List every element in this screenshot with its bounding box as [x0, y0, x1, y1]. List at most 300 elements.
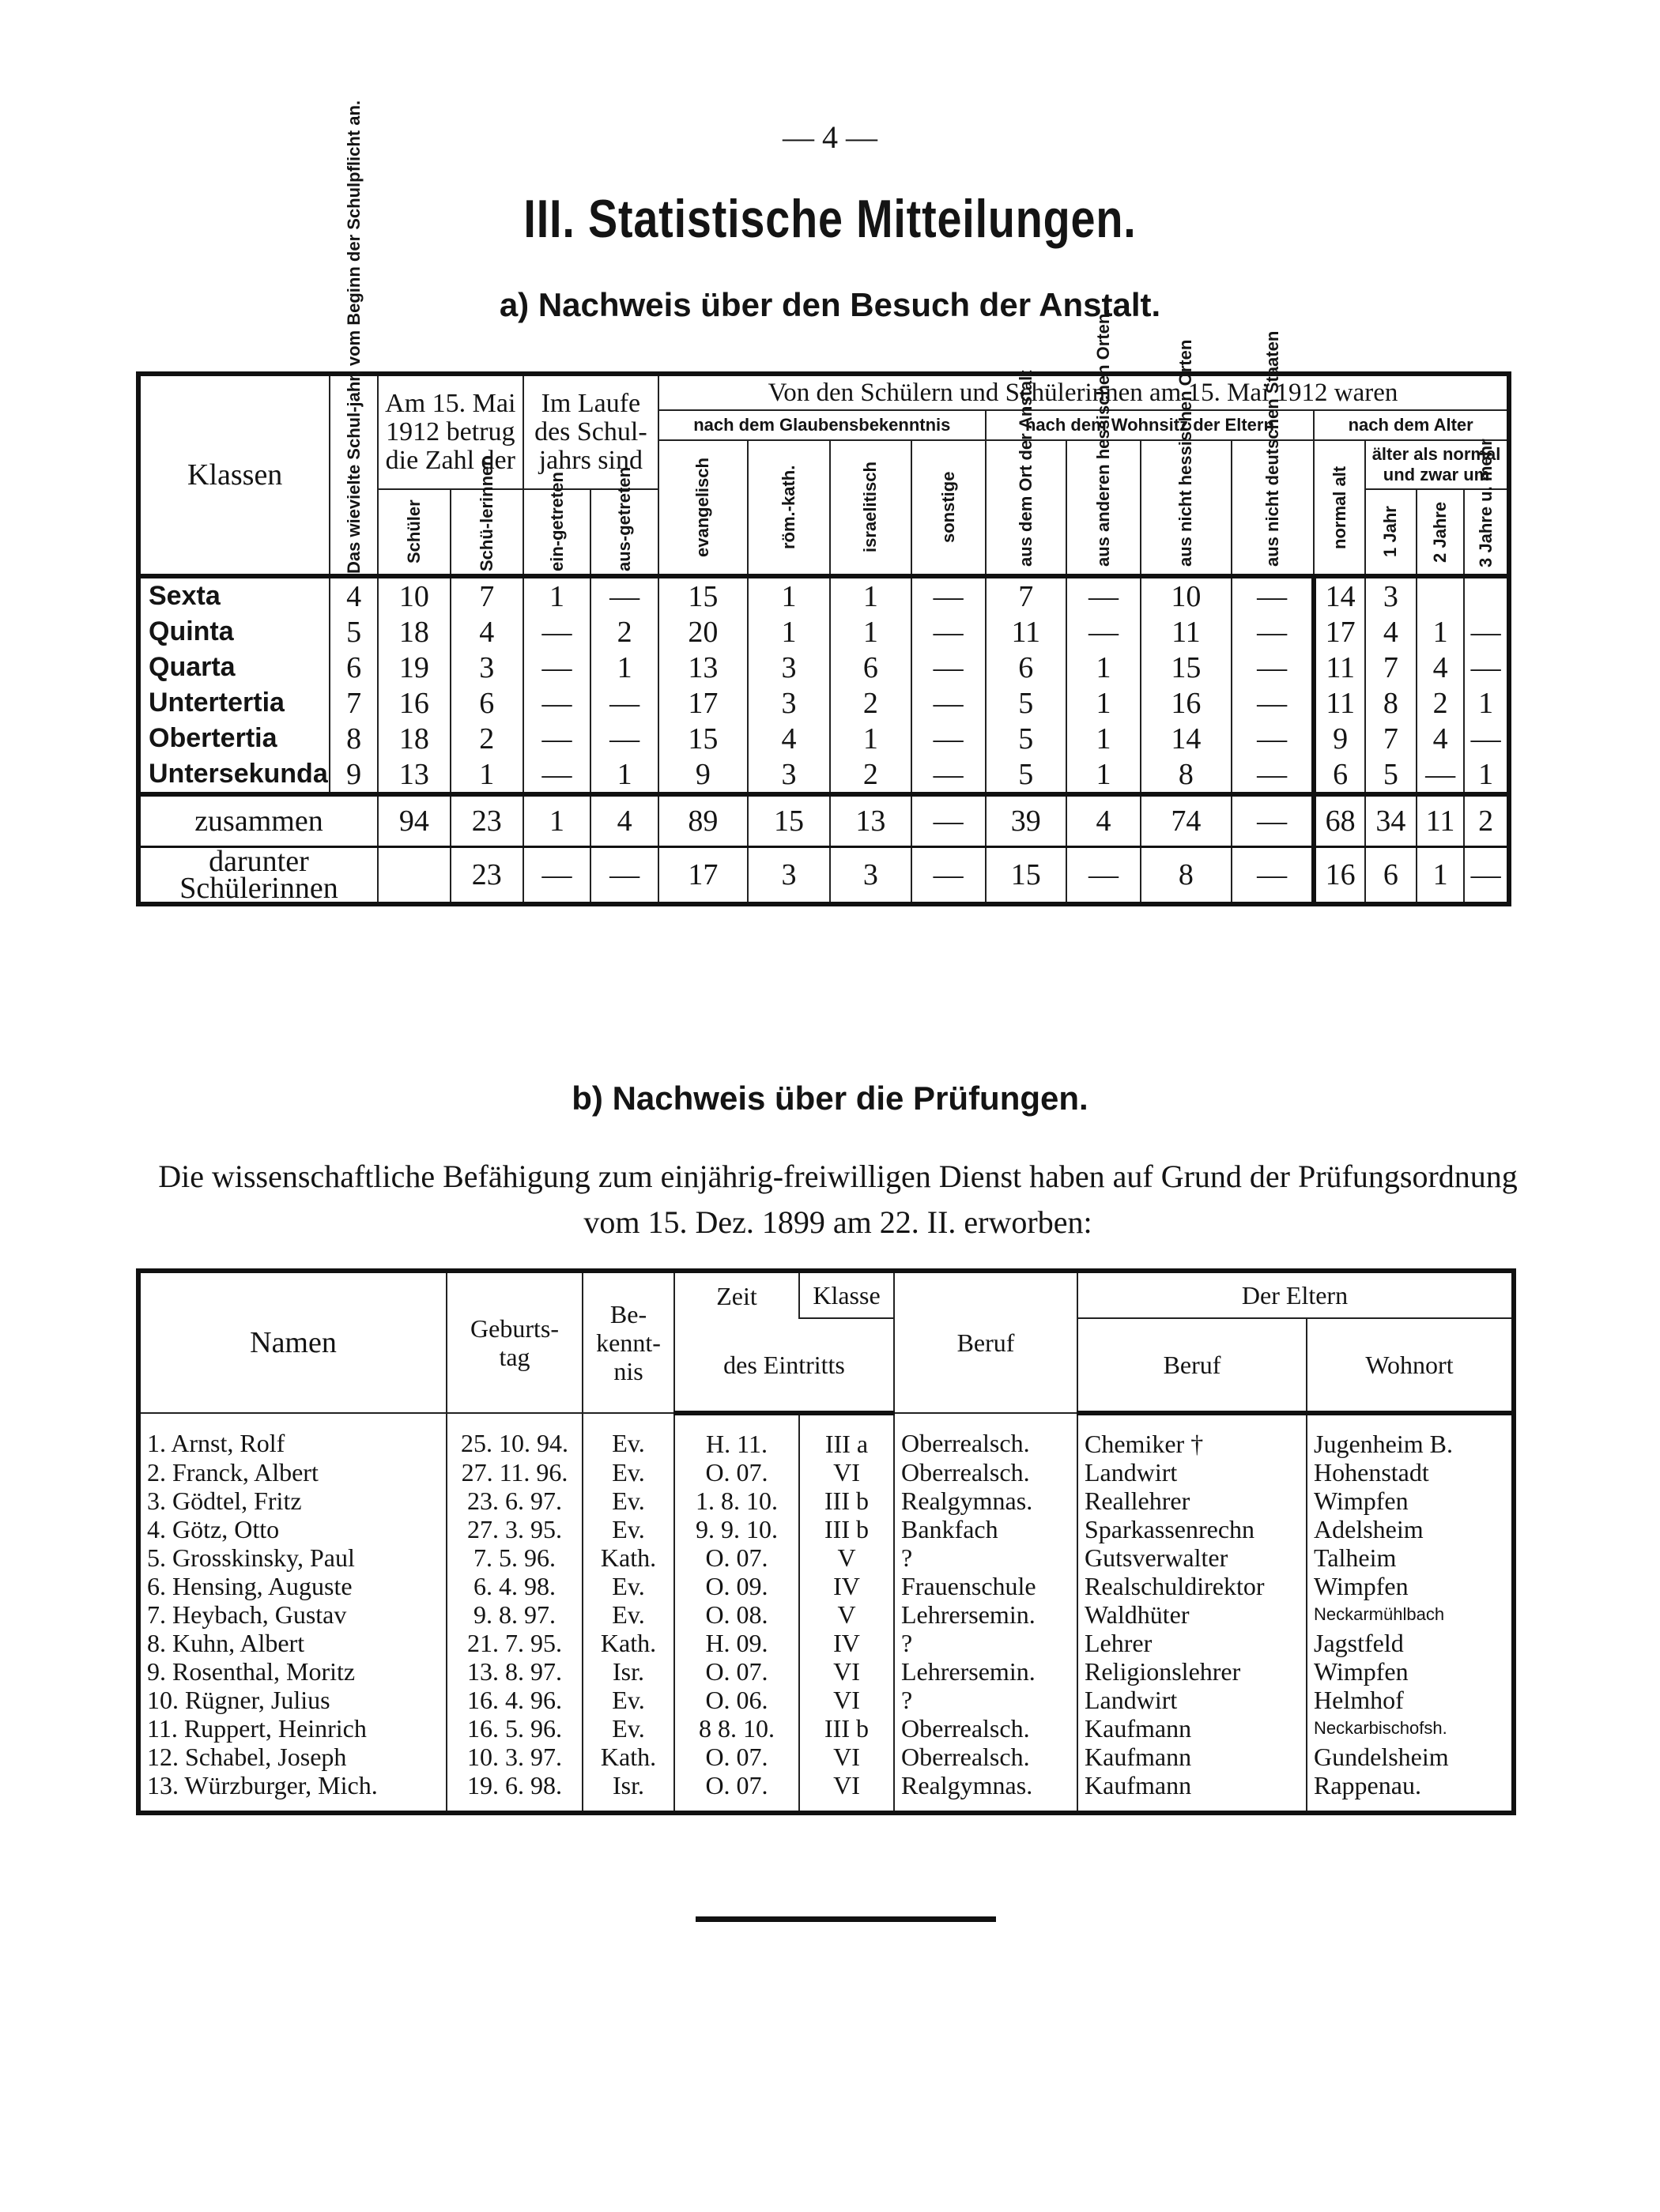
- closing-rule: [696, 1916, 996, 1922]
- header-am15: Am 15. Mai 1912 betrug die Zahl der: [378, 374, 523, 489]
- exam-geb: 21. 7. 95.: [447, 1629, 583, 1657]
- header-geburtstag: Geburts-tag: [447, 1271, 583, 1413]
- class-cell: 17: [1314, 614, 1365, 650]
- header-der-eltern: Der Eltern: [1077, 1271, 1514, 1318]
- class-name: Untersekunda: [138, 756, 330, 794]
- class-cell: 10: [1141, 576, 1232, 614]
- class-cell: 1: [451, 756, 523, 794]
- class-cell: —: [1417, 756, 1465, 794]
- exam-beruf: Oberrealsch.: [894, 1743, 1077, 1771]
- header-schuelerinnen: Schü-lerinnen: [476, 455, 496, 571]
- header-nicht-deutsch: aus nicht deutschen Staaten: [1262, 330, 1283, 567]
- exam-beruf: Lehrersemin.: [894, 1600, 1077, 1629]
- class-cell: 15: [658, 721, 748, 756]
- class-cell: —: [911, 614, 986, 650]
- class-row: [138, 685, 1509, 721]
- header-sonstige: sonstige: [938, 471, 958, 544]
- class-cell: —: [590, 576, 658, 614]
- class-cell: 1: [1066, 650, 1141, 685]
- exam-row: [138, 1487, 1514, 1515]
- class-cell: —: [1232, 614, 1314, 650]
- header-jahr2: 2 Jahre: [1430, 501, 1451, 563]
- class-cell: 1: [748, 576, 830, 614]
- exam-geb: 25. 10. 94.: [447, 1413, 583, 1458]
- exam-name: 4. Götz, Otto: [138, 1515, 447, 1543]
- header-ausgetreten: aus-getreten: [614, 466, 635, 571]
- zusammen-row-cell: 89: [658, 794, 748, 847]
- class-cell: 5: [986, 721, 1066, 756]
- class-cell: 11: [1141, 614, 1232, 650]
- exam-name: 8. Kuhn, Albert: [138, 1629, 447, 1657]
- exam-zeit: H. 11.: [674, 1413, 799, 1458]
- darunter-row-cell: 16: [1314, 847, 1365, 905]
- class-cell: —: [911, 576, 986, 614]
- exam-zeit: O. 09.: [674, 1572, 799, 1600]
- exam-eltern-beruf: Religionslehrer: [1077, 1657, 1307, 1686]
- exam-klasse: III a: [799, 1413, 894, 1458]
- class-cell: 4: [748, 721, 830, 756]
- darunter-row-cell: —: [590, 847, 658, 905]
- class-cell: 3: [748, 650, 830, 685]
- exam-name: 9. Rosenthal, Moritz: [138, 1657, 447, 1686]
- zusammen-row-label: zusammen: [138, 794, 378, 847]
- class-cell: —: [1464, 614, 1509, 650]
- class-cell: 2: [830, 685, 911, 721]
- class-cell: —: [1066, 576, 1141, 614]
- class-cell: 1: [590, 650, 658, 685]
- exam-row: [138, 1771, 1514, 1813]
- exam-beruf: Oberrealsch.: [894, 1413, 1077, 1458]
- exam-geb: 6. 4. 98.: [447, 1572, 583, 1600]
- exam-eltern-beruf: Kaufmann: [1077, 1771, 1307, 1813]
- page-heading: III. Statistische Mitteilungen.: [523, 189, 1137, 249]
- exam-zeit: 1. 8. 10.: [674, 1487, 799, 1515]
- exam-beruf: ?: [894, 1686, 1077, 1714]
- header-eingetreten: ein-getreten: [546, 472, 567, 571]
- class-cell: —: [1066, 614, 1141, 650]
- header-imlaufe: Im Laufe des Schul-jahrs sind: [523, 374, 658, 489]
- exam-row: [138, 1458, 1514, 1487]
- exam-table: [136, 1268, 1516, 1815]
- exam-bek: Kath.: [583, 1743, 674, 1771]
- section-b-title: b) Nachweis über die Prüfungen.: [572, 1080, 1088, 1117]
- exam-bek: Kath.: [583, 1543, 674, 1572]
- class-cell: 17: [658, 685, 748, 721]
- exam-wohnort: Neckarbischofsh.: [1307, 1714, 1514, 1743]
- header-schuljahr: Das wievielte Schul-jahr, vom Beginn der Schulpflicht an.: [343, 100, 364, 574]
- exam-name: 11. Ruppert, Heinrich: [138, 1714, 447, 1743]
- darunter-row-cell: 8: [1141, 847, 1232, 905]
- class-cell: 1: [1464, 756, 1509, 794]
- exam-zeit: O. 07.: [674, 1743, 799, 1771]
- class-cell: 11: [986, 614, 1066, 650]
- class-cell: 1: [830, 576, 911, 614]
- darunter-row-cell: —: [1232, 847, 1314, 905]
- class-row: [138, 721, 1509, 756]
- header-andere-hess: aus anderen hessischen Orten.: [1092, 308, 1113, 567]
- class-name: Untertertia: [138, 685, 330, 721]
- page-number: — 4 —: [783, 119, 877, 155]
- class-cell: 8: [1365, 685, 1417, 721]
- header-roemkath: röm.-kath.: [779, 465, 799, 550]
- class-cell: 2: [451, 721, 523, 756]
- exam-bek: Ev.: [583, 1572, 674, 1600]
- class-cell: —: [1464, 721, 1509, 756]
- header-schueler: Schüler: [403, 499, 424, 564]
- exam-wohnort: Wimpfen: [1307, 1657, 1514, 1686]
- exam-eltern-beruf: Landwirt: [1077, 1458, 1307, 1487]
- zusammen-row-cell: 2: [1464, 794, 1509, 847]
- class-cell: —: [1232, 721, 1314, 756]
- header-nicht-hess: aus nicht hessischen Orten: [1175, 339, 1196, 567]
- section-b-intro: Die wissenschaftliche Befähigung zum einjährig-freiwilligen Dienst haben auf Grund der Prüfungsordnung vom 15. Dez. 1899 am 22. II. erworben:: [158, 1159, 1518, 1240]
- header-jahr3: 3 Jahre u. mehr: [1475, 439, 1496, 567]
- darunter-row-cell: —: [1464, 847, 1509, 905]
- class-cell: 7: [330, 685, 378, 721]
- exam-eltern-beruf: Lehrer: [1077, 1629, 1307, 1657]
- exam-bek: Ev.: [583, 1413, 674, 1458]
- header-normal-alt: normal alt: [1329, 465, 1349, 549]
- header-eltern-beruf: Beruf: [1077, 1318, 1307, 1413]
- exam-bek: Ev.: [583, 1686, 674, 1714]
- exam-geb: 7. 5. 96.: [447, 1543, 583, 1572]
- class-cell: 5: [986, 685, 1066, 721]
- darunter-row-cell: —: [911, 847, 986, 905]
- zusammen-row-cell: 13: [830, 794, 911, 847]
- class-cell: —: [590, 721, 658, 756]
- header-israelitisch: israelitisch: [860, 462, 881, 553]
- class-cell: 6: [1314, 756, 1365, 794]
- class-cell: 15: [658, 576, 748, 614]
- exam-bek: Ev.: [583, 1600, 674, 1629]
- class-name: Obertertia: [138, 721, 330, 756]
- exam-klasse: IV: [799, 1572, 894, 1600]
- exam-wohnort: Jugenheim B.: [1307, 1413, 1514, 1458]
- class-cell: 1: [1464, 685, 1509, 721]
- exam-zeit: O. 07.: [674, 1458, 799, 1487]
- class-cell: 7: [1365, 650, 1417, 685]
- exam-bek: Ev.: [583, 1487, 674, 1515]
- class-cell: 4: [1417, 650, 1465, 685]
- exam-eltern-beruf: Kaufmann: [1077, 1714, 1307, 1743]
- zusammen-row-cell: 1: [523, 794, 591, 847]
- zusammen-row-cell: —: [1232, 794, 1314, 847]
- class-cell: 3: [748, 685, 830, 721]
- exam-zeit: O. 07.: [674, 1771, 799, 1813]
- darunter-row-cell: 15: [986, 847, 1066, 905]
- class-cell: 2: [1417, 685, 1465, 721]
- class-cell: 8: [330, 721, 378, 756]
- exam-beruf: ?: [894, 1543, 1077, 1572]
- exam-beruf: Lehrersemin.: [894, 1657, 1077, 1686]
- header-namen: Namen: [138, 1271, 447, 1413]
- exam-geb: 27. 3. 95.: [447, 1515, 583, 1543]
- exam-row: [138, 1629, 1514, 1657]
- class-cell: 4: [1365, 614, 1417, 650]
- zusammen-row-cell: 34: [1365, 794, 1417, 847]
- exam-geb: 23. 6. 97.: [447, 1487, 583, 1515]
- darunter-row-cell: 3: [830, 847, 911, 905]
- darunter-row-cell: —: [523, 847, 591, 905]
- exam-row: [138, 1657, 1514, 1686]
- class-cell: 2: [590, 614, 658, 650]
- class-cell: 15: [1141, 650, 1232, 685]
- class-cell: —: [1232, 756, 1314, 794]
- class-cell: 8: [1141, 756, 1232, 794]
- exam-eltern-beruf: Reallehrer: [1077, 1487, 1307, 1515]
- exam-zeit: O. 08.: [674, 1600, 799, 1629]
- darunter-row-cell: 6: [1365, 847, 1417, 905]
- exam-klasse: III b: [799, 1515, 894, 1543]
- class-cell: 13: [658, 650, 748, 685]
- exam-wohnort: Hohenstadt: [1307, 1458, 1514, 1487]
- class-cell: —: [523, 685, 591, 721]
- exam-klasse: VI: [799, 1771, 894, 1813]
- exam-row: [138, 1413, 1514, 1458]
- class-row: [138, 756, 1509, 794]
- class-cell: 1: [590, 756, 658, 794]
- class-row: [138, 614, 1509, 650]
- header-klasse: Klasse: [799, 1271, 894, 1318]
- exam-row: [138, 1515, 1514, 1543]
- exam-zeit: O. 07.: [674, 1543, 799, 1572]
- zusammen-row-cell: 11: [1417, 794, 1465, 847]
- exam-row: [138, 1714, 1514, 1743]
- class-cell: 1: [830, 721, 911, 756]
- exam-eltern-beruf: Gutsverwalter: [1077, 1543, 1307, 1572]
- class-cell: 2: [830, 756, 911, 794]
- exam-eltern-beruf: Chemiker †: [1077, 1413, 1307, 1458]
- class-cell: —: [523, 650, 591, 685]
- exam-name: 12. Schabel, Joseph: [138, 1743, 447, 1771]
- exam-bek: Isr.: [583, 1657, 674, 1686]
- exam-wohnort: Jagstfeld: [1307, 1629, 1514, 1657]
- exam-eltern-beruf: Waldhüter: [1077, 1600, 1307, 1629]
- darunter-row-cell: 23: [451, 847, 523, 905]
- exam-geb: 9. 8. 97.: [447, 1600, 583, 1629]
- header-wohnort: Wohnort: [1307, 1318, 1514, 1413]
- class-cell: 3: [451, 650, 523, 685]
- class-cell: —: [911, 650, 986, 685]
- class-cell: —: [523, 756, 591, 794]
- class-cell: [1464, 576, 1509, 614]
- class-cell: 13: [378, 756, 451, 794]
- exam-geb: 10. 3. 97.: [447, 1743, 583, 1771]
- exam-geb: 16. 4. 96.: [447, 1686, 583, 1714]
- section-a-title: a) Nachweis über den Besuch der Anstalt.: [499, 286, 1161, 323]
- class-cell: 7: [986, 576, 1066, 614]
- exam-name: 2. Franck, Albert: [138, 1458, 447, 1487]
- exam-klasse: V: [799, 1600, 894, 1629]
- class-cell: 18: [378, 721, 451, 756]
- exam-bek: Ev.: [583, 1515, 674, 1543]
- class-cell: —: [1232, 650, 1314, 685]
- class-cell: 1: [1066, 721, 1141, 756]
- exam-wohnort: Adelsheim: [1307, 1515, 1514, 1543]
- class-cell: 1: [1066, 685, 1141, 721]
- exam-wohnort: Helmhof: [1307, 1686, 1514, 1714]
- exam-name: 1. Arnst, Rolf: [138, 1413, 447, 1458]
- class-cell: 5: [1365, 756, 1417, 794]
- header-zeit: Zeit: [674, 1271, 799, 1318]
- class-row: [138, 576, 1509, 614]
- zusammen-row-cell: 15: [748, 794, 830, 847]
- zusammen-row-cell: 68: [1314, 794, 1365, 847]
- class-cell: 1: [748, 614, 830, 650]
- exam-wohnort: Wimpfen: [1307, 1487, 1514, 1515]
- exam-beruf: Oberrealsch.: [894, 1458, 1077, 1487]
- class-cell: 1: [523, 576, 591, 614]
- class-cell: 19: [378, 650, 451, 685]
- class-cell: 1: [1066, 756, 1141, 794]
- exam-name: 3. Gödtel, Fritz: [138, 1487, 447, 1515]
- darunter-row-cell: —: [1066, 847, 1141, 905]
- exam-eltern-beruf: Kaufmann: [1077, 1743, 1307, 1771]
- class-cell: 9: [1314, 721, 1365, 756]
- class-cell: —: [1464, 650, 1509, 685]
- exam-wohnort: Gundelsheim: [1307, 1743, 1514, 1771]
- class-cell: 4: [330, 576, 378, 614]
- exam-name: 13. Würzburger, Mich.: [138, 1771, 447, 1813]
- exam-zeit: H. 09.: [674, 1629, 799, 1657]
- exam-klasse: V: [799, 1543, 894, 1572]
- exam-klasse: VI: [799, 1743, 894, 1771]
- class-cell: 4: [1417, 721, 1465, 756]
- exam-bek: Kath.: [583, 1629, 674, 1657]
- class-cell: 16: [1141, 685, 1232, 721]
- class-cell: 10: [378, 576, 451, 614]
- darunter-row-cell: 17: [658, 847, 748, 905]
- exam-name: 5. Grosskinsky, Paul: [138, 1543, 447, 1572]
- class-cell: 9: [658, 756, 748, 794]
- class-cell: 3: [1365, 576, 1417, 614]
- exam-beruf: Frauenschule: [894, 1572, 1077, 1600]
- class-cell: —: [1232, 685, 1314, 721]
- darunter-row-cell: 1: [1417, 847, 1465, 905]
- exam-klasse: III b: [799, 1487, 894, 1515]
- header-glauben: nach dem Glaubensbekenntnis: [658, 410, 986, 440]
- exam-klasse: III b: [799, 1714, 894, 1743]
- zusammen-row: [138, 794, 1509, 847]
- exam-bek: Isr.: [583, 1771, 674, 1813]
- header-bekenntnis: Be-kennt-nis: [583, 1271, 674, 1413]
- class-cell: —: [523, 614, 591, 650]
- exam-beruf: Realgymnas.: [894, 1771, 1077, 1813]
- class-cell: 7: [451, 576, 523, 614]
- class-cell: 20: [658, 614, 748, 650]
- exam-row: [138, 1543, 1514, 1572]
- class-cell: 6: [986, 650, 1066, 685]
- class-name: Quinta: [138, 614, 330, 650]
- header-aelter: älter als normal und zwar um: [1365, 440, 1509, 489]
- zusammen-row-cell: 94: [378, 794, 451, 847]
- class-name: Quarta: [138, 650, 330, 685]
- exam-geb: 19. 6. 98.: [447, 1771, 583, 1813]
- class-row: [138, 650, 1509, 685]
- header-ort-anstalt: aus dem Ort der Anstalt: [1015, 370, 1036, 567]
- exam-klasse: VI: [799, 1458, 894, 1487]
- class-cell: —: [590, 685, 658, 721]
- zusammen-row-cell: 39: [986, 794, 1066, 847]
- exam-row: [138, 1572, 1514, 1600]
- class-cell: [1417, 576, 1465, 614]
- darunter-row-cell: [378, 847, 451, 905]
- darunter-row-label: darunter Schülerinnen: [138, 847, 378, 905]
- class-cell: 6: [830, 650, 911, 685]
- exam-beruf: Oberrealsch.: [894, 1714, 1077, 1743]
- header-alter: nach dem Alter: [1314, 410, 1509, 440]
- header-jahr1: 1 Jahr: [1380, 506, 1401, 558]
- exam-zeit: 9. 9. 10.: [674, 1515, 799, 1543]
- class-cell: 9: [330, 756, 378, 794]
- class-name: Sexta: [138, 576, 330, 614]
- class-cell: 14: [1314, 576, 1365, 614]
- exam-zeit: 8 8. 10.: [674, 1714, 799, 1743]
- exam-zeit: O. 07.: [674, 1657, 799, 1686]
- exam-name: 7. Heybach, Gustav: [138, 1600, 447, 1629]
- exam-row: [138, 1600, 1514, 1629]
- class-cell: —: [911, 685, 986, 721]
- zusammen-row-cell: 4: [1066, 794, 1141, 847]
- class-cell: 4: [451, 614, 523, 650]
- header-von: Von den Schülern und Schülerinnen am 15. Mai 1912 waren: [658, 374, 1509, 410]
- class-cell: 3: [748, 756, 830, 794]
- exam-wohnort: Talheim: [1307, 1543, 1514, 1572]
- class-cell: —: [523, 721, 591, 756]
- zusammen-row-cell: 23: [451, 794, 523, 847]
- exam-row: [138, 1686, 1514, 1714]
- exam-beruf: Bankfach: [894, 1515, 1077, 1543]
- exam-geb: 27. 11. 96.: [447, 1458, 583, 1487]
- class-cell: 1: [1417, 614, 1465, 650]
- exam-bek: Ev.: [583, 1714, 674, 1743]
- exam-row: [138, 1743, 1514, 1771]
- zusammen-row-cell: 4: [590, 794, 658, 847]
- class-cell: —: [911, 756, 986, 794]
- exam-eltern-beruf: Sparkassenrechn: [1077, 1515, 1307, 1543]
- header-evangelisch: evangelisch: [692, 458, 713, 557]
- darunter-row-cell: 3: [748, 847, 830, 905]
- header-wohnsitz: nach dem Wohnsitz der Eltern: [986, 410, 1315, 440]
- exam-wohnort: Neckarmühlbach: [1307, 1600, 1514, 1629]
- exam-beruf: Realgymnas.: [894, 1487, 1077, 1515]
- class-cell: 11: [1314, 685, 1365, 721]
- exam-eltern-beruf: Realschuldirektor: [1077, 1572, 1307, 1600]
- exam-zeit: O. 06.: [674, 1686, 799, 1714]
- header-klassen: Klassen: [138, 374, 330, 576]
- exam-wohnort: Rappenau.: [1307, 1771, 1514, 1813]
- exam-wohnort: Wimpfen: [1307, 1572, 1514, 1600]
- exam-klasse: IV: [799, 1629, 894, 1657]
- exam-klasse: VI: [799, 1657, 894, 1686]
- exam-beruf: ?: [894, 1629, 1077, 1657]
- header-des-eintritts: des Eintritts: [674, 1318, 894, 1413]
- class-cell: 11: [1314, 650, 1365, 685]
- class-cell: 5: [986, 756, 1066, 794]
- class-cell: 18: [378, 614, 451, 650]
- class-cell: 1: [830, 614, 911, 650]
- zusammen-row-cell: —: [911, 794, 986, 847]
- class-cell: 6: [451, 685, 523, 721]
- exam-bek: Ev.: [583, 1458, 674, 1487]
- darunter-row: [138, 847, 1509, 905]
- exam-name: 6. Hensing, Auguste: [138, 1572, 447, 1600]
- exam-geb: 13. 8. 97.: [447, 1657, 583, 1686]
- exam-name: 10. Rügner, Julius: [138, 1686, 447, 1714]
- exam-klasse: VI: [799, 1686, 894, 1714]
- zusammen-row-cell: 74: [1141, 794, 1232, 847]
- class-cell: 14: [1141, 721, 1232, 756]
